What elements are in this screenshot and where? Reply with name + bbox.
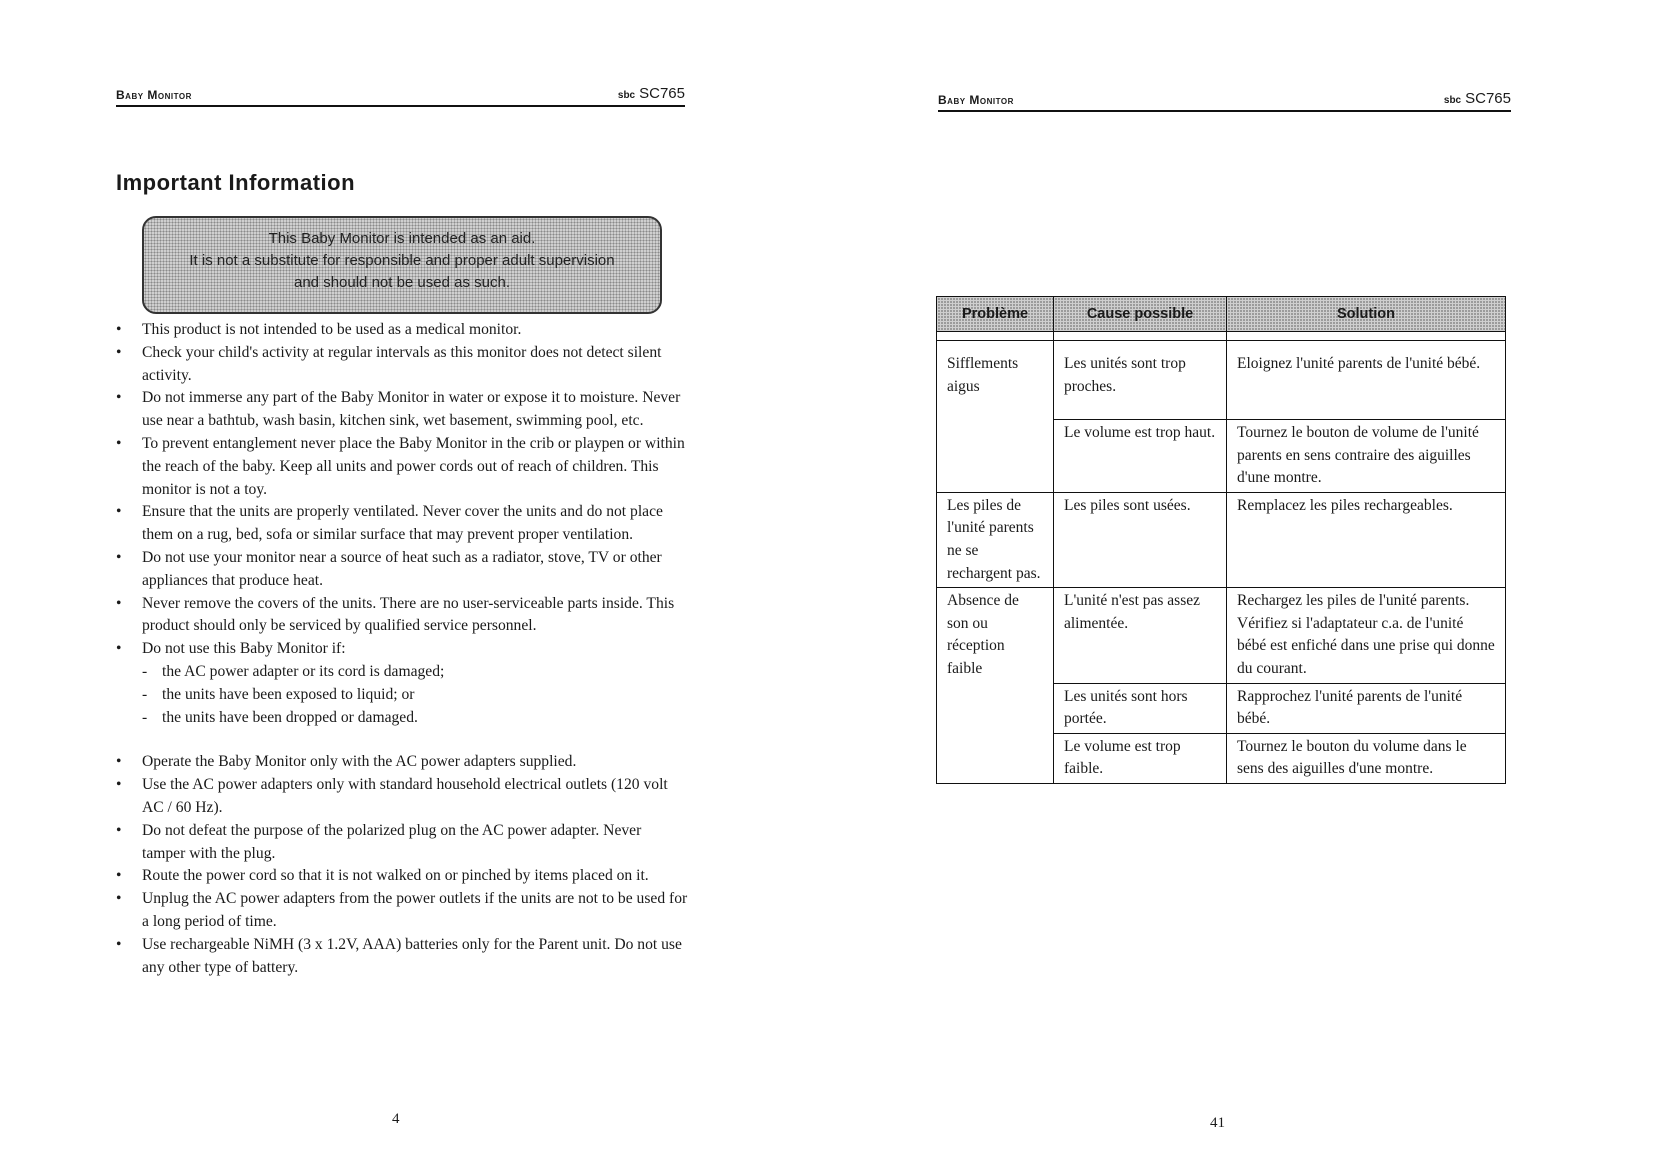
- column-header-cause: Cause possible: [1054, 297, 1227, 332]
- list-gap: [116, 729, 688, 751]
- page-title: Important Information: [116, 170, 356, 195]
- sub-list-item: - the AC power adapter or its cord is damaged;: [142, 661, 688, 684]
- page-number: 41: [1210, 1115, 1225, 1131]
- table-row: [937, 341, 1506, 420]
- problem-cell: Absence de son ou réception faible: [937, 588, 1054, 784]
- list-item: • Never remove the covers of the units. There are no user-serviceable parts inside. This product should only be serviced by qualified service personnel.: [116, 593, 688, 639]
- list-item-with-subitems: [116, 638, 688, 729]
- solution-cell: Tournez le bouton de volume de l'unité parents en sens contraire des aiguilles d'une montre.: [1227, 420, 1506, 493]
- solution-cell: Eloignez l'unité parents de l'unité bébé.: [1227, 341, 1506, 420]
- header-model-number: SC765: [1465, 90, 1511, 107]
- list-item: • Do not use your monitor near a source of heat such as a radiator, stove, TV or other appliances that produce heat.: [116, 547, 688, 593]
- cause-cell: Les unités sont hors portée.: [1054, 683, 1227, 733]
- problem-cell: Sifflements aigus: [937, 341, 1054, 493]
- cause-cell: Le volume est trop faible.: [1054, 733, 1227, 783]
- list-item: • Use rechargeable NiMH (3 x 1.2V, AAA) batteries only for the Parent unit. Do not use any other type of battery.: [116, 934, 688, 980]
- header-model-prefix: sbc: [617, 90, 636, 101]
- solution-cell: Rechargez les piles de l'unité parents. Vérifiez si l'adaptateur c.a. de l'unité bébé est enfiché dans une prise qui donne du courant.: [1227, 588, 1506, 683]
- list-item-text: Do not use this Baby Monitor if:: [142, 640, 346, 658]
- list-item: • This product is not intended to be used as a medical monitor.: [116, 319, 688, 342]
- right-page: [828, 0, 1656, 1174]
- header-product: Baby Monitor: [116, 88, 192, 102]
- page-header: [938, 88, 1511, 112]
- cause-cell: L'unité n'est pas assez alimentée.: [1054, 588, 1227, 683]
- sub-list: [142, 661, 688, 729]
- list-item: • Do not immerse any part of the Baby Monitor in water or expose it to moisture. Never use near a bathtub, wash basin, kitchen sink, wet basement, swimming pool, etc.: [116, 387, 688, 433]
- solution-cell: Remplacez les piles rechargeables.: [1227, 492, 1506, 587]
- header-model: [1444, 90, 1511, 107]
- warning-line: It is not a substitute for responsible and proper adult supervision: [189, 252, 615, 269]
- table-row: [937, 588, 1506, 683]
- cause-cell: Les piles sont usées.: [1054, 492, 1227, 587]
- table-header-row: [937, 297, 1506, 332]
- safety-list: [116, 319, 688, 979]
- warning-line: and should not be used as such.: [294, 274, 510, 291]
- list-item: • Unplug the AC power adapters from the power outlets if the units are not to be used for a long period of time.: [116, 888, 688, 934]
- sub-list-item: - the units have been dropped or damaged.: [142, 707, 688, 730]
- page-number: 4: [392, 1111, 400, 1127]
- list-item: • Ensure that the units are properly ventilated. Never cover the units and do not place them on a rug, bed, sofa or similar surface that may prevent proper ventilation.: [116, 501, 688, 547]
- table-row: [937, 492, 1506, 587]
- column-header-solution: Solution: [1227, 297, 1506, 332]
- cause-cell: Le volume est trop haut.: [1054, 420, 1227, 493]
- sub-list-item: - the units have been exposed to liquid; or: [142, 684, 688, 707]
- list-item: • Check your child's activity at regular intervals as this monitor does not detect silent activity.: [116, 342, 688, 388]
- list-item: • Route the power cord so that it is not walked on or pinched by items placed on it.: [116, 865, 688, 888]
- troubleshooting-table: [936, 296, 1506, 784]
- list-item: • Use the AC power adapters only with standard household electrical outlets (120 volt AC / 60 Hz).: [116, 774, 688, 820]
- solution-cell: Rapprochez l'unité parents de l'unité bébé.: [1227, 683, 1506, 733]
- list-item: • Operate the Baby Monitor only with the AC power adapters supplied.: [116, 751, 688, 774]
- warning-box: [142, 216, 662, 314]
- cause-cell: Les unités sont trop proches.: [1054, 341, 1227, 420]
- list-item: • To prevent entanglement never place the Baby Monitor in the crib or playpen or within the reach of the baby. Keep all units and power cords out of reach of children. This monitor is not a toy.: [116, 433, 688, 501]
- column-header-problem: Problème: [937, 297, 1054, 332]
- header-model: [618, 85, 685, 102]
- list-item: • Do not defeat the purpose of the polarized plug on the AC power adapter. Never tamper with the plug.: [116, 820, 688, 866]
- table-spacer-row: [937, 332, 1506, 341]
- problem-cell: Les piles de l'unité parents ne se rechargent pas.: [937, 492, 1054, 587]
- header-model-prefix: sbc: [1443, 95, 1462, 106]
- header-model-number: SC765: [639, 85, 685, 102]
- header-product: Baby Monitor: [938, 93, 1014, 107]
- warning-line: This Baby Monitor is intended as an aid.: [268, 230, 536, 247]
- page-header: [116, 83, 685, 107]
- solution-cell: Tournez le bouton du volume dans le sens des aiguilles d'une montre.: [1227, 733, 1506, 783]
